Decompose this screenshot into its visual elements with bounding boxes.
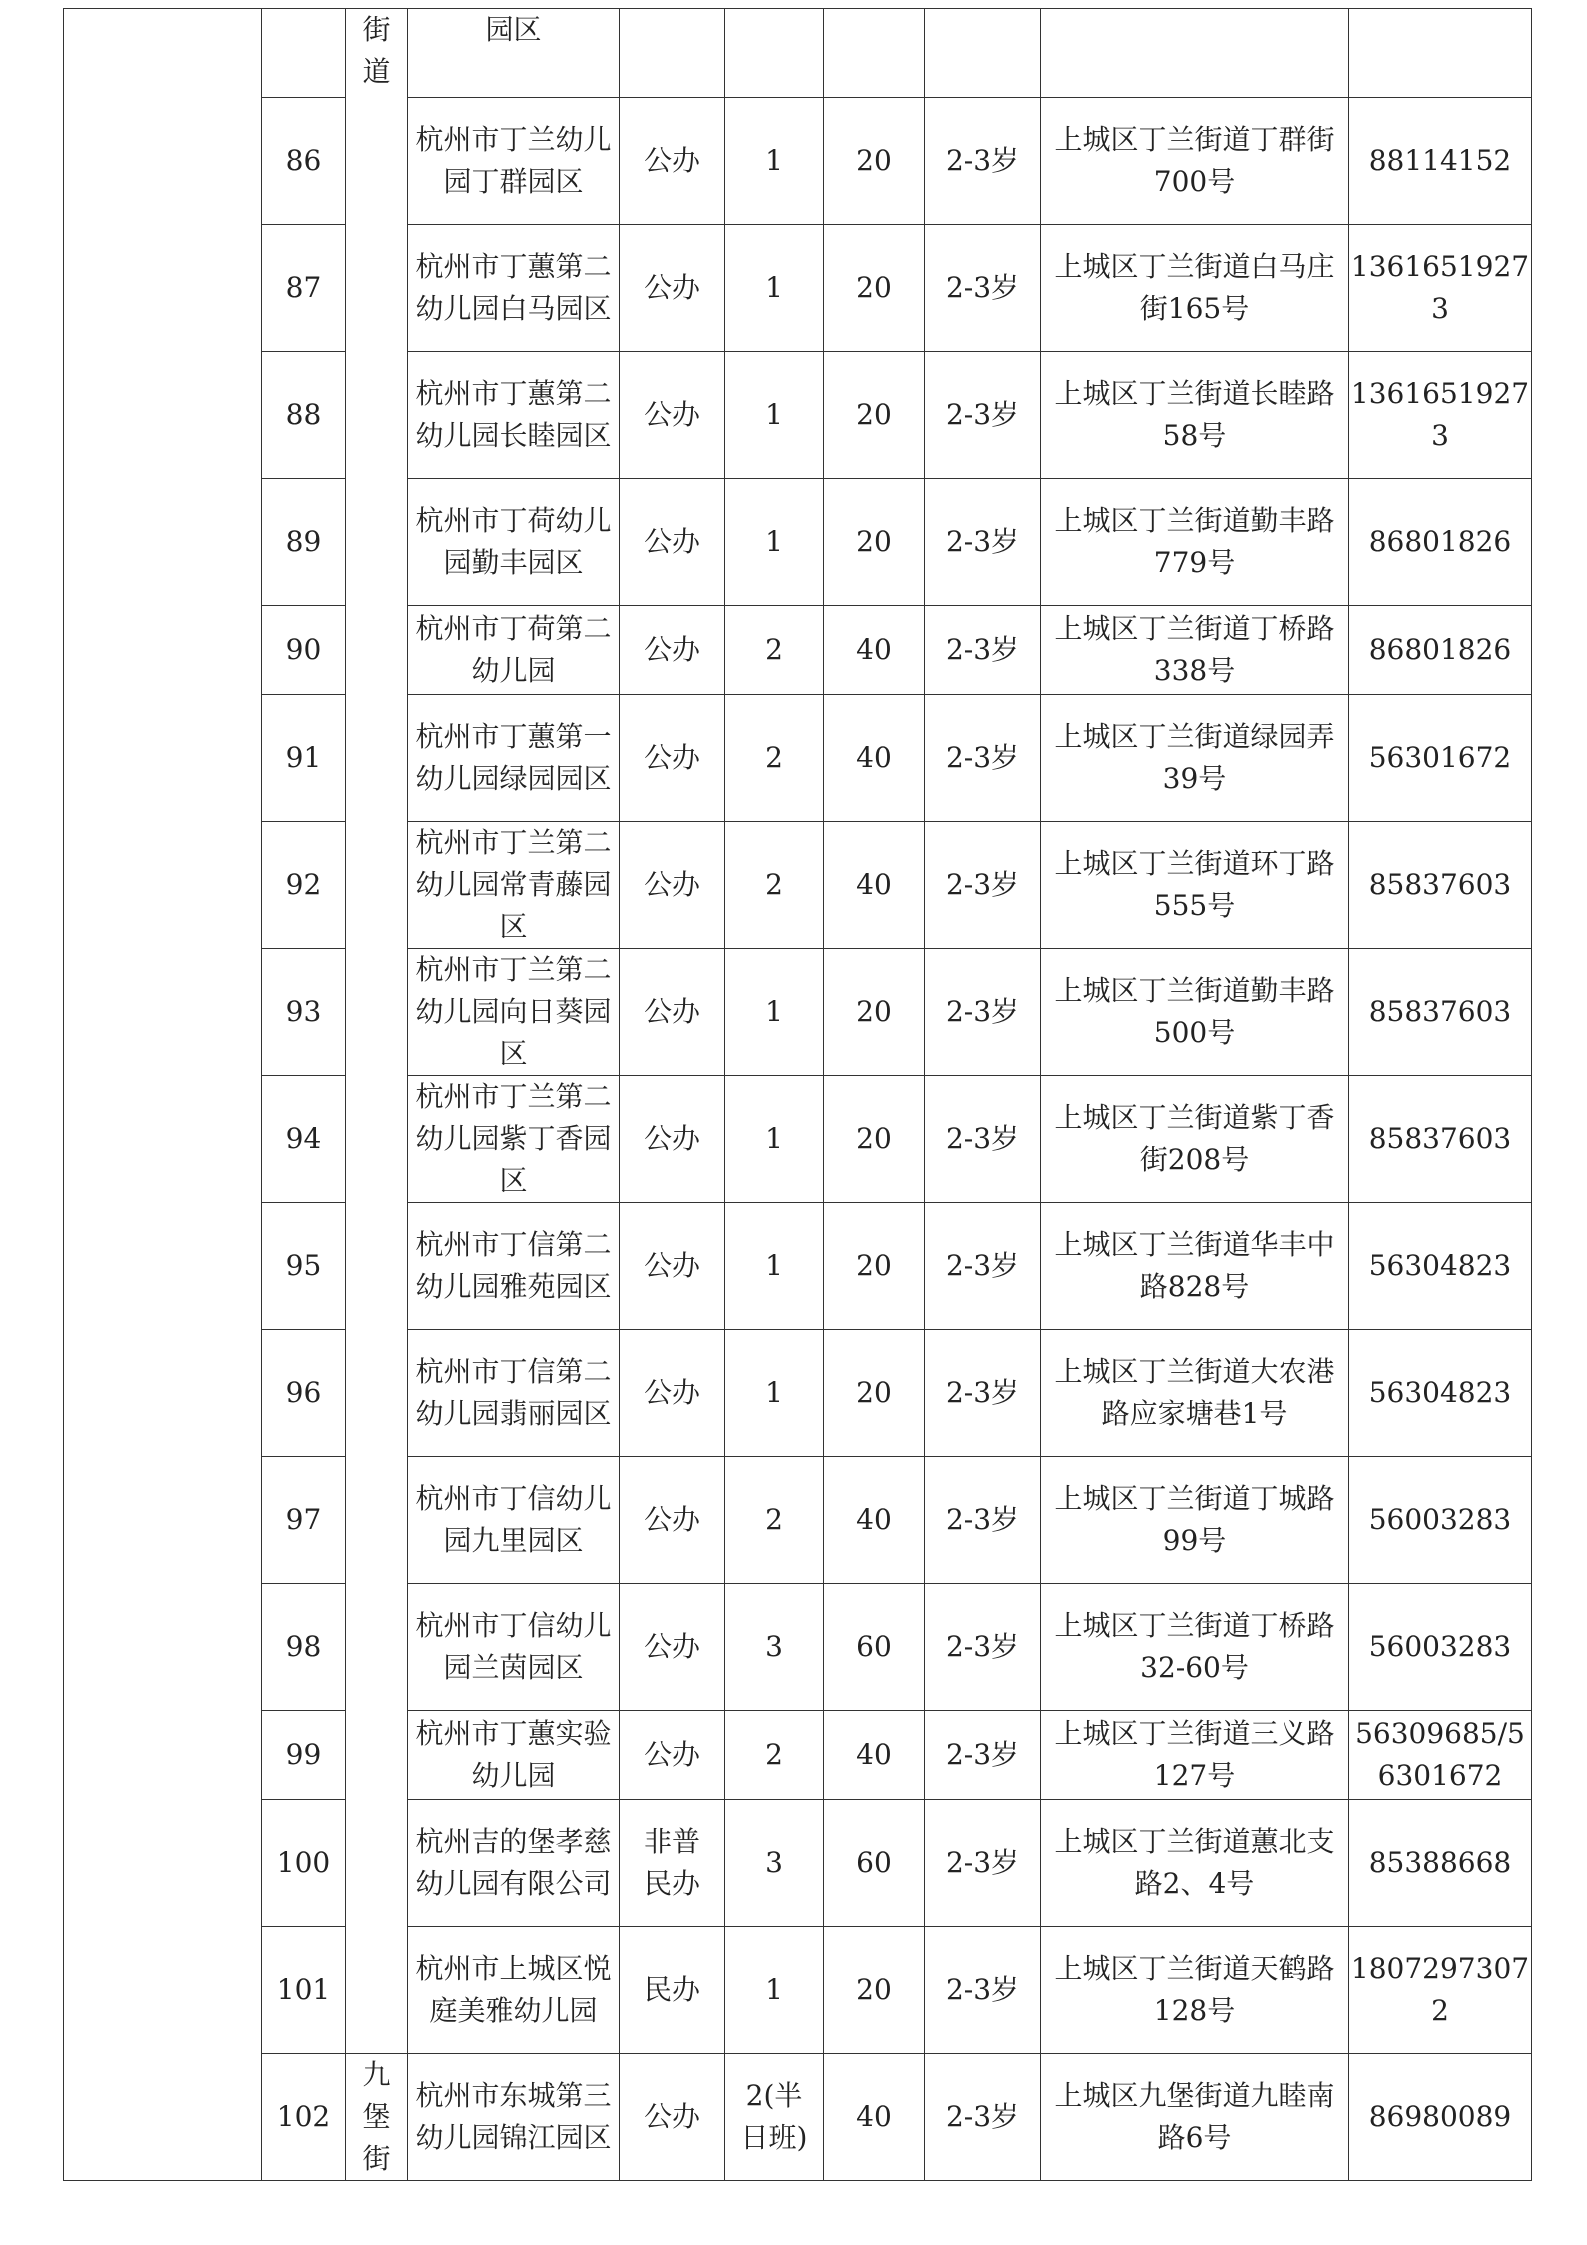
name-cell: 杭州市丁蕙第二幼儿园长睦园区 xyxy=(408,352,620,479)
address-cell: 上城区丁兰街道白马庄街165号 xyxy=(1041,225,1349,352)
age-cell: 2-3岁 xyxy=(925,1330,1041,1457)
phone-cell: 18072973072 xyxy=(1349,1927,1532,2054)
type-cell: 非普民办 xyxy=(620,1800,725,1927)
seats-cell: 20 xyxy=(824,352,925,479)
type-cell: 公办 xyxy=(620,1330,725,1457)
address-cell: 上城区丁兰街道长睦路58号 xyxy=(1041,352,1349,479)
name-cell: 杭州市丁蕙第一幼儿园绿园园区 xyxy=(408,695,620,822)
type-cell: 公办 xyxy=(620,479,725,606)
address-cell: 上城区丁兰街道绿园弄39号 xyxy=(1041,695,1349,822)
age-cell: 2-3岁 xyxy=(925,352,1041,479)
address-cell: 上城区丁兰街道丁桥路338号 xyxy=(1041,606,1349,695)
table-row xyxy=(64,1800,1532,1927)
age-cell: 2-3岁 xyxy=(925,98,1041,225)
classes-cell: 1 xyxy=(725,1076,824,1203)
seats-cell: 40 xyxy=(824,1711,925,1800)
address-cell xyxy=(1041,9,1349,98)
no-cell: 97 xyxy=(262,1457,346,1584)
table-row xyxy=(64,822,1532,949)
table-row xyxy=(64,1076,1532,1203)
phone-cell: 56301672 xyxy=(1349,695,1532,822)
classes-cell: 2(半日班) xyxy=(725,2054,824,2181)
type-cell: 公办 xyxy=(620,822,725,949)
age-cell: 2-3岁 xyxy=(925,1711,1041,1800)
seats-cell: 60 xyxy=(824,1800,925,1927)
table-row xyxy=(64,9,1532,98)
type-cell: 公办 xyxy=(620,949,725,1076)
table-row xyxy=(64,949,1532,1076)
table-row xyxy=(64,1330,1532,1457)
no-cell: 100 xyxy=(262,1800,346,1927)
street-cell xyxy=(346,2054,408,2181)
seats-cell: 40 xyxy=(824,1457,925,1584)
age-cell xyxy=(925,9,1041,98)
classes-cell: 1 xyxy=(725,1330,824,1457)
no-cell: 101 xyxy=(262,1927,346,2054)
type-cell: 公办 xyxy=(620,1457,725,1584)
age-cell: 2-3岁 xyxy=(925,949,1041,1076)
table-body xyxy=(64,9,1532,2181)
no-cell: 90 xyxy=(262,606,346,695)
no-cell: 94 xyxy=(262,1076,346,1203)
age-cell: 2-3岁 xyxy=(925,2054,1041,2181)
phone-cell: 13616519273 xyxy=(1349,352,1532,479)
name-cell: 杭州市丁信第二幼儿园翡丽园区 xyxy=(408,1330,620,1457)
classes-cell: 2 xyxy=(725,606,824,695)
classes-cell: 2 xyxy=(725,695,824,822)
phone-cell: 56003283 xyxy=(1349,1584,1532,1711)
phone-cell xyxy=(1349,9,1532,98)
name-cell: 杭州市丁兰幼儿园丁群园区 xyxy=(408,98,620,225)
table-row xyxy=(64,98,1532,225)
age-cell: 2-3岁 xyxy=(925,479,1041,606)
name-cell: 杭州市丁信幼儿园九里园区 xyxy=(408,1457,620,1584)
phone-cell: 85837603 xyxy=(1349,949,1532,1076)
address-cell: 上城区丁兰街道紫丁香街208号 xyxy=(1041,1076,1349,1203)
age-cell: 2-3岁 xyxy=(925,1203,1041,1330)
seats-cell: 20 xyxy=(824,225,925,352)
classes-cell: 1 xyxy=(725,1927,824,2054)
no-cell: 91 xyxy=(262,695,346,822)
classes-cell: 1 xyxy=(725,98,824,225)
street-cell xyxy=(346,9,408,2054)
seats-cell: 20 xyxy=(824,1203,925,1330)
age-cell: 2-3岁 xyxy=(925,1076,1041,1203)
type-cell: 公办 xyxy=(620,352,725,479)
age-cell: 2-3岁 xyxy=(925,695,1041,822)
address-cell: 上城区丁兰街道勤丰路500号 xyxy=(1041,949,1349,1076)
type-cell: 公办 xyxy=(620,1203,725,1330)
address-cell: 上城区九堡街道九睦南路6号 xyxy=(1041,2054,1349,2181)
no-cell: 99 xyxy=(262,1711,346,1800)
age-cell: 2-3岁 xyxy=(925,1800,1041,1927)
name-cell: 杭州市丁兰第二幼儿园紫丁香园区 xyxy=(408,1076,620,1203)
age-cell: 2-3岁 xyxy=(925,1927,1041,2054)
classes-cell: 2 xyxy=(725,1711,824,1800)
no-cell: 98 xyxy=(262,1584,346,1711)
seats-cell: 20 xyxy=(824,1927,925,2054)
table-row xyxy=(64,1457,1532,1584)
seats-cell: 20 xyxy=(824,949,925,1076)
type-cell: 公办 xyxy=(620,606,725,695)
table-row xyxy=(64,225,1532,352)
name-cell: 杭州市丁荷幼儿园勤丰园区 xyxy=(408,479,620,606)
name-cell: 杭州吉的堡孝慈幼儿园有限公司 xyxy=(408,1800,620,1927)
age-cell: 2-3岁 xyxy=(925,225,1041,352)
phone-cell: 86801826 xyxy=(1349,606,1532,695)
seats-cell: 40 xyxy=(824,606,925,695)
type-cell: 公办 xyxy=(620,98,725,225)
age-cell: 2-3岁 xyxy=(925,606,1041,695)
name-cell: 杭州市丁蕙实验幼儿园 xyxy=(408,1711,620,1800)
table-row xyxy=(64,1584,1532,1711)
phone-cell: 85837603 xyxy=(1349,822,1532,949)
address-cell: 上城区丁兰街道天鹤路128号 xyxy=(1041,1927,1349,2054)
no-cell: 89 xyxy=(262,479,346,606)
phone-cell: 56304823 xyxy=(1349,1203,1532,1330)
name-cell: 杭州市丁兰第二幼儿园向日葵园区 xyxy=(408,949,620,1076)
address-cell: 上城区丁兰街道蕙北支路2、4号 xyxy=(1041,1800,1349,1927)
name-cell: 杭州市上城区悦庭美雅幼儿园 xyxy=(408,1927,620,2054)
name-cell: 园区 xyxy=(408,9,620,98)
street-label: 街道 xyxy=(362,13,391,88)
seats-cell: 20 xyxy=(824,479,925,606)
address-cell: 上城区丁兰街道勤丰路779号 xyxy=(1041,479,1349,606)
name-cell: 杭州市丁荷第二幼儿园 xyxy=(408,606,620,695)
table-row xyxy=(64,352,1532,479)
phone-cell: 88114152 xyxy=(1349,98,1532,225)
seats-cell: 20 xyxy=(824,1330,925,1457)
no-cell: 102 xyxy=(262,2054,346,2181)
phone-cell: 85837603 xyxy=(1349,1076,1532,1203)
table-row xyxy=(64,2054,1532,2181)
no-cell: 88 xyxy=(262,352,346,479)
name-cell: 杭州市丁兰第二幼儿园常青藤园区 xyxy=(408,822,620,949)
seats-cell: 20 xyxy=(824,1076,925,1203)
seats-cell: 20 xyxy=(824,98,925,225)
no-cell: 87 xyxy=(262,225,346,352)
phone-cell: 86801826 xyxy=(1349,479,1532,606)
table-row xyxy=(64,1927,1532,2054)
age-cell: 2-3岁 xyxy=(925,1584,1041,1711)
classes-cell: 1 xyxy=(725,949,824,1076)
type-cell: 公办 xyxy=(620,695,725,822)
classes-cell: 1 xyxy=(725,225,824,352)
type-cell: 民办 xyxy=(620,1927,725,2054)
address-cell: 上城区丁兰街道华丰中路828号 xyxy=(1041,1203,1349,1330)
classes-cell: 1 xyxy=(725,479,824,606)
no-cell: 96 xyxy=(262,1330,346,1457)
table-row xyxy=(64,695,1532,822)
table-row xyxy=(64,1203,1532,1330)
classes-cell: 2 xyxy=(725,1457,824,1584)
street-label: 九堡街 xyxy=(362,2058,391,2175)
kindergarten-table xyxy=(63,8,1532,2181)
classes-cell: 2 xyxy=(725,822,824,949)
seats-cell xyxy=(824,9,925,98)
classes-cell: 1 xyxy=(725,352,824,479)
seats-cell: 40 xyxy=(824,822,925,949)
phone-cell: 56309685/56301672 xyxy=(1349,1711,1532,1800)
table-row xyxy=(64,606,1532,695)
type-cell: 公办 xyxy=(620,225,725,352)
address-cell: 上城区丁兰街道三义路127号 xyxy=(1041,1711,1349,1800)
phone-cell: 13616519273 xyxy=(1349,225,1532,352)
seats-cell: 40 xyxy=(824,695,925,822)
table-row xyxy=(64,1711,1532,1800)
classes-cell: 1 xyxy=(725,1203,824,1330)
age-cell: 2-3岁 xyxy=(925,822,1041,949)
address-cell: 上城区丁兰街道丁群街700号 xyxy=(1041,98,1349,225)
address-cell: 上城区丁兰街道大农港路应家塘巷1号 xyxy=(1041,1330,1349,1457)
classes-cell: 3 xyxy=(725,1584,824,1711)
type-cell: 公办 xyxy=(620,2054,725,2181)
classes-cell xyxy=(725,9,824,98)
phone-cell: 56304823 xyxy=(1349,1330,1532,1457)
phone-cell: 85388668 xyxy=(1349,1800,1532,1927)
district-cell xyxy=(64,9,262,2181)
seats-cell: 40 xyxy=(824,2054,925,2181)
no-cell: 93 xyxy=(262,949,346,1076)
no-cell: 95 xyxy=(262,1203,346,1330)
phone-cell: 86980089 xyxy=(1349,2054,1532,2181)
no-cell: 92 xyxy=(262,822,346,949)
address-cell: 上城区丁兰街道丁桥路32-60号 xyxy=(1041,1584,1349,1711)
type-cell xyxy=(620,9,725,98)
type-cell: 公办 xyxy=(620,1711,725,1800)
classes-cell: 3 xyxy=(725,1800,824,1927)
seats-cell: 60 xyxy=(824,1584,925,1711)
address-cell: 上城区丁兰街道丁城路99号 xyxy=(1041,1457,1349,1584)
name-cell: 杭州市丁蕙第二幼儿园白马园区 xyxy=(408,225,620,352)
no-cell: 86 xyxy=(262,98,346,225)
name-cell: 杭州市丁信幼儿园兰茵园区 xyxy=(408,1584,620,1711)
table-row xyxy=(64,479,1532,606)
address-cell: 上城区丁兰街道环丁路555号 xyxy=(1041,822,1349,949)
name-cell: 杭州市丁信第二幼儿园雅苑园区 xyxy=(408,1203,620,1330)
name-cell: 杭州市东城第三幼儿园锦江园区 xyxy=(408,2054,620,2181)
no-cell xyxy=(262,9,346,98)
type-cell: 公办 xyxy=(620,1076,725,1203)
phone-cell: 56003283 xyxy=(1349,1457,1532,1584)
type-cell: 公办 xyxy=(620,1584,725,1711)
age-cell: 2-3岁 xyxy=(925,1457,1041,1584)
